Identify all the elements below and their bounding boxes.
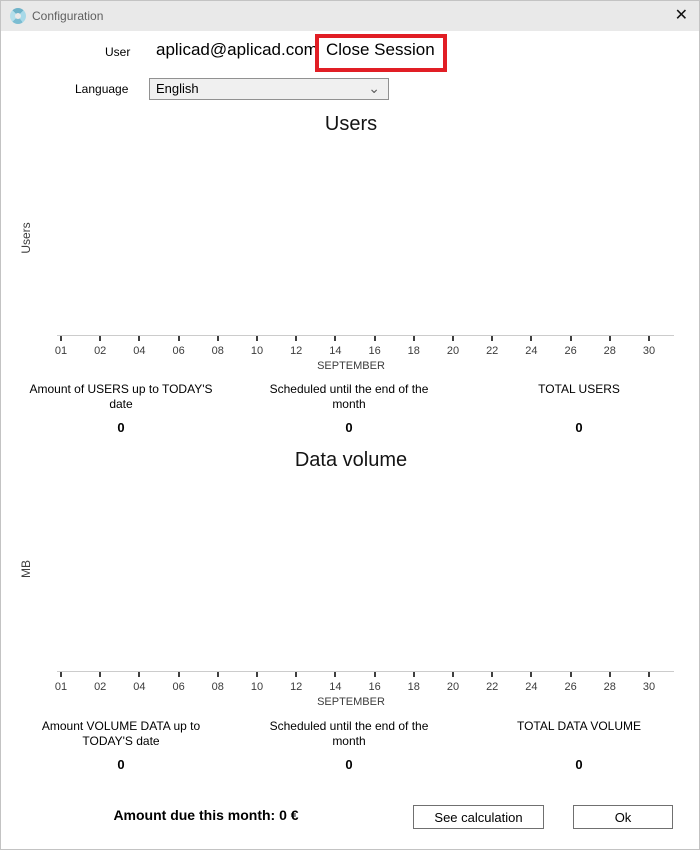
volume-summary-item	[259, 719, 439, 775]
axis-tick-label: 18	[407, 681, 420, 693]
axis-tick-label: 26	[564, 681, 577, 693]
axis-tick-label: 14	[329, 681, 342, 693]
users-summary-item	[479, 382, 679, 438]
ok-button[interactable]: Ok	[573, 805, 673, 829]
axis-tick-label: 12	[290, 345, 303, 357]
volume-month-label: SEPTEMBER	[317, 696, 385, 708]
volume-chart-title: Data volume	[294, 449, 408, 471]
axis-tick-label: 16	[368, 345, 381, 357]
users-month-label: SEPTEMBER	[317, 360, 385, 372]
axis-tick-label: 06	[172, 681, 185, 693]
close-icon[interactable]: ✕	[674, 7, 688, 24]
axis-tick	[60, 672, 62, 677]
axis-tick	[530, 672, 532, 677]
axis-tick	[570, 672, 572, 677]
axis-tick-label: 04	[133, 681, 146, 693]
axis-tick	[217, 672, 219, 677]
users-summary-item	[21, 382, 221, 438]
user-email: aplicad@aplicad.com	[156, 40, 318, 59]
axis-tick	[60, 336, 62, 341]
axis-tick	[178, 672, 180, 677]
close-session-button[interactable]: Close Session	[326, 40, 435, 59]
axis-tick	[256, 672, 258, 677]
summary-label: Amount of USERS up to TODAY'S date	[29, 382, 213, 411]
axis-tick-label: 10	[250, 345, 264, 357]
volume-y-axis-label: MB	[19, 560, 33, 578]
axis-tick	[413, 672, 415, 677]
axis-tick-label: 28	[603, 345, 616, 357]
axis-tick	[374, 672, 376, 677]
axis-tick-label: 06	[172, 345, 185, 357]
axis-tick	[138, 672, 140, 677]
axis-tick-label: 24	[525, 345, 538, 357]
axis-tick	[452, 672, 454, 677]
axis-tick	[609, 336, 611, 341]
summary-label: Amount VOLUME DATA up to TODAY'S date	[41, 719, 201, 748]
amount-due-text: Amount due this month: 0 €	[113, 807, 299, 823]
axis-tick-label: 30	[642, 345, 656, 357]
summary-value: 0	[575, 757, 583, 772]
axis-tick-label: 22	[486, 681, 499, 693]
user-label: User	[105, 45, 131, 59]
axis-tick-label: 30	[642, 681, 656, 693]
language-select[interactable]	[149, 78, 389, 100]
summary-label: TOTAL DATA VOLUME	[516, 719, 642, 733]
axis-tick	[99, 672, 101, 677]
axis-tick-label: 10	[250, 681, 264, 693]
axis-tick-label: 02	[94, 681, 107, 693]
summary-label: Scheduled until the end of the month	[269, 719, 429, 748]
axis-tick	[178, 336, 180, 341]
axis-tick-label: 14	[329, 345, 342, 357]
summary-value: 0	[345, 420, 353, 435]
axis-tick-label: 01	[54, 345, 68, 357]
users-x-axis	[54, 335, 674, 357]
chevron-down-icon: ⌄	[368, 80, 380, 96]
axis-tick	[530, 336, 532, 341]
axis-tick	[570, 336, 572, 341]
users-summary-item	[259, 382, 439, 438]
axis-tick	[256, 336, 258, 341]
axis-tick	[138, 336, 140, 341]
axis-tick	[374, 336, 376, 341]
language-label: Language	[75, 82, 129, 96]
axis-tick	[452, 336, 454, 341]
volume-summary-item	[479, 719, 679, 775]
axis-tick	[413, 336, 415, 341]
axis-tick	[648, 336, 650, 341]
window-title: Configuration	[32, 9, 104, 23]
summary-value: 0	[117, 757, 125, 772]
axis-tick	[648, 672, 650, 677]
axis-tick-label: 02	[94, 345, 107, 357]
axis-tick-label: 08	[211, 345, 224, 357]
axis-tick-label: 20	[446, 345, 460, 357]
axis-tick-label: 04	[133, 345, 146, 357]
volume-summary-item	[36, 719, 206, 775]
summary-value: 0	[345, 757, 353, 772]
axis-tick	[217, 336, 219, 341]
summary-label: Scheduled until the end of the month	[269, 382, 429, 411]
volume-x-axis	[54, 671, 674, 693]
users-y-axis-label: Users	[19, 222, 33, 254]
axis-tick-label: 16	[368, 681, 381, 693]
language-value: English	[156, 81, 199, 96]
axis-tick-label: 26	[564, 345, 577, 357]
axis-tick	[334, 672, 336, 677]
axis-tick-label: 08	[211, 681, 224, 693]
axis-tick	[99, 336, 101, 341]
axis-tick-label: 20	[446, 681, 460, 693]
axis-tick-label: 28	[603, 681, 616, 693]
app-icon	[10, 8, 26, 24]
axis-tick	[295, 672, 297, 677]
summary-value: 0	[575, 420, 583, 435]
axis-tick	[491, 336, 493, 341]
axis-tick	[491, 672, 493, 677]
axis-tick-label: 12	[290, 681, 303, 693]
axis-tick	[609, 672, 611, 677]
axis-tick-label: 18	[407, 345, 420, 357]
title-bar	[1, 1, 699, 31]
axis-tick	[295, 336, 297, 341]
axis-tick-label: 24	[525, 681, 538, 693]
axis-tick-label: 22	[486, 345, 499, 357]
summary-value: 0	[117, 420, 125, 435]
summary-label: TOTAL USERS	[538, 382, 620, 396]
axis-tick	[334, 336, 336, 341]
see-calculation-button[interactable]: See calculation	[413, 805, 544, 829]
users-chart-title: Users	[324, 113, 378, 135]
axis-tick-label: 01	[54, 681, 68, 693]
